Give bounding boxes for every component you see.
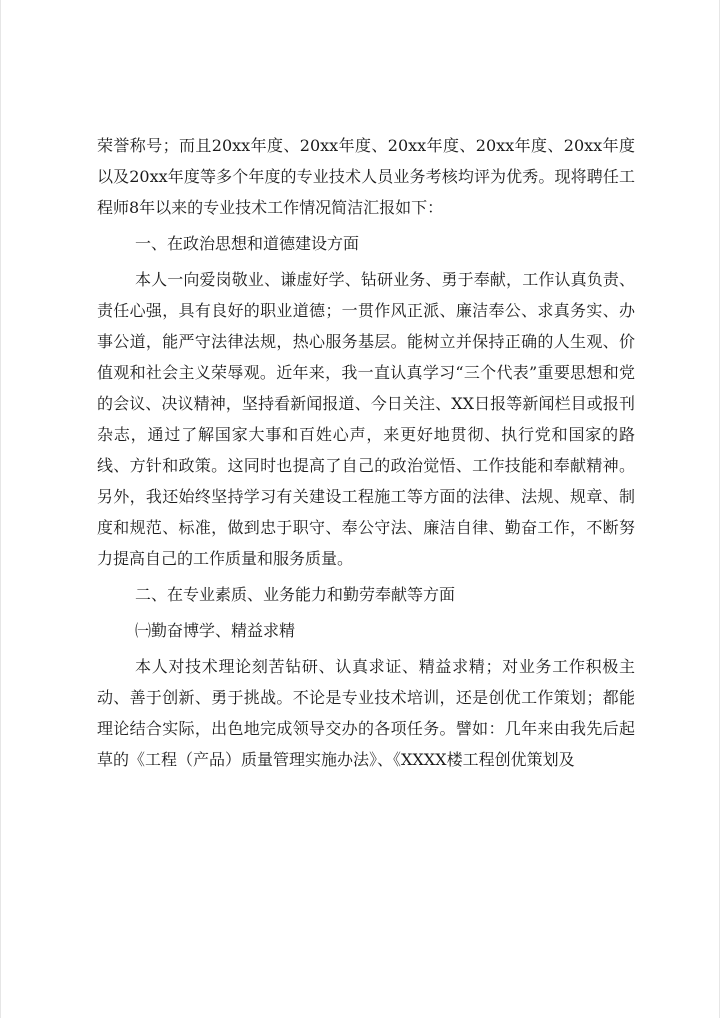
subsection-heading-diligence: ㈠勤奋博学、精益求精	[135, 621, 296, 640]
paragraph-diligence: 本人对技术理论刻苦钻研、认真求证、精益求精；对业务工作积极主动、善于创新、勇于挑战。不论是专业技术培训，还是创优工作策划；都能理论结合实际，出色地完成领导交办的各项任务。譬如：几年来由我先后起草的《工程（产品）质量管理实施办法》、《XXXX楼工程创优策划及	[97, 657, 635, 769]
paragraph-continuation: 荣誉称号；而且20xx年度、20xx年度、20xx年度、20xx年度、20xx年度以及20xx年度等多个年度的专业技术人员业务考核均评为优秀。现将聘任工程师8年以来的专业技术工作情况简洁汇报如下：	[97, 136, 635, 217]
section-heading-political: 一、在政治思想和道德建设方面	[135, 234, 360, 253]
section-heading-professional: 二、在专业素质、业务能力和勤劳奉献等方面	[135, 585, 456, 604]
document-body	[97, 130, 635, 775]
paragraph-political-ethics: 本人一向爱岗敬业、谦虚好学、钻研业务、勇于奉献，工作认真负责、责任心强，具有良好的职业道德；一贯作风正派、廉洁奉公、求真务实、办事公道，能严守法律法规，热心服务基层。能树立并保持正确的人生观、价值观和社会主义荣辱观。近年来，我一直认真学习“三个代表”重要思想和党的会议、决议精神，坚持看新闻报道、今日关注、XX日报等新闻栏目或报刊杂志，通过了解国家大事和百姓心声，来更好地贯彻、执行党和国家的路线、方针和政策。这同时也提高了自己的政治觉悟、工作技能和奉献精神。另外，我还始终坚持学习有关建设工程施工等方面的法律、法规、规章、制度和规范、标准，做到忠于职守、奉公守法、廉洁自律、勤奋工作，不断努力提高自己的工作质量和服务质量。	[97, 270, 635, 568]
